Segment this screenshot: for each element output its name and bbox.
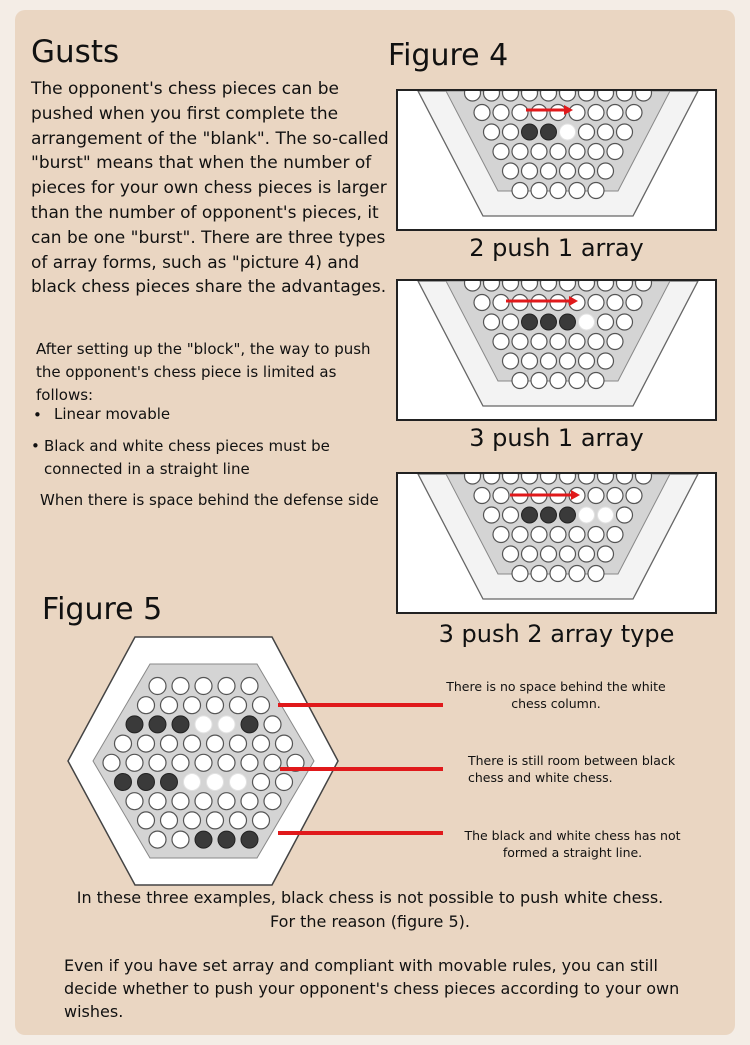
empty-hole [184, 697, 201, 714]
black-piece [172, 716, 189, 733]
white-piece [230, 774, 247, 791]
empty-hole [149, 678, 166, 695]
empty-hole [195, 678, 212, 695]
figure-4-title: Figure 4 [388, 38, 509, 73]
empty-hole [218, 754, 235, 771]
gusts-intro-text: The opponent's chess pieces can be pushed when you first complete the arrangement of the "blank". The so-called "burst" means that when the number of pieces for your own chess pieces is larger than the number of opponent's pieces, it can be one "burst". There are three types of array forms, such as "picture 4) and black chess pieces share the advantages. [31, 79, 389, 298]
figure4-caption-2: 3 push 1 array [469, 424, 644, 452]
black-piece [149, 716, 166, 733]
empty-hole [230, 735, 247, 752]
empty-hole [161, 697, 178, 714]
empty-hole [276, 774, 293, 791]
black-piece [126, 716, 143, 733]
white-piece [184, 774, 201, 791]
empty-hole [195, 793, 212, 810]
footer-paragraph: Even if you have set array and compliant with movable rules, you can still decide whether to push your opponent's chess pieces according to your own wishes. [64, 956, 680, 1021]
empty-hole [195, 754, 212, 771]
empty-hole [253, 812, 270, 829]
white-piece [195, 716, 212, 733]
empty-hole [138, 812, 155, 829]
empty-hole [253, 697, 270, 714]
empty-hole [149, 793, 166, 810]
empty-hole [184, 812, 201, 829]
empty-hole [149, 754, 166, 771]
empty-hole [218, 678, 235, 695]
rule-space-behind: When there is space behind the defense side [40, 491, 379, 509]
empty-hole [264, 716, 281, 733]
empty-hole [115, 735, 132, 752]
black-piece [138, 774, 155, 791]
empty-hole [230, 812, 247, 829]
empty-hole [126, 793, 143, 810]
empty-hole [264, 793, 281, 810]
section-title-gusts: Gusts [31, 34, 120, 70]
empty-hole [172, 678, 189, 695]
empty-hole [184, 735, 201, 752]
empty-hole [172, 793, 189, 810]
empty-hole [103, 754, 120, 771]
empty-hole [207, 735, 224, 752]
black-piece [161, 774, 178, 791]
bullet-dot-2: • [31, 437, 40, 455]
black-piece [115, 774, 132, 791]
empty-hole [207, 812, 224, 829]
empty-hole [207, 697, 224, 714]
empty-hole [218, 793, 235, 810]
figure4-caption-1: 2 push 1 array [469, 234, 644, 262]
black-piece [241, 831, 258, 848]
empty-hole [138, 735, 155, 752]
white-piece [207, 774, 224, 791]
empty-hole [126, 754, 143, 771]
empty-hole [264, 754, 281, 771]
empty-hole [241, 754, 258, 771]
empty-hole [253, 774, 270, 791]
empty-hole [230, 697, 247, 714]
block-rules-text: After setting up the "block", the way to push the opponent's chess piece is limited as follows: [36, 340, 371, 404]
empty-hole [253, 735, 270, 752]
rule-straight-line: Black and white chess pieces must be connected in a straight line [44, 437, 330, 478]
note-not-straight: The black and white chess has not formed a straight line. [464, 828, 681, 860]
footer-line-2: For the reason (figure 5). [270, 912, 470, 931]
empty-hole [241, 678, 258, 695]
footer-line-1: In these three examples, black chess is not possible to push white chess. [76, 888, 664, 907]
empty-hole [149, 831, 166, 848]
footer-summary [60, 886, 680, 934]
rule-linear-movable: Linear movable [54, 405, 171, 423]
white-piece [218, 716, 235, 733]
black-piece [218, 831, 235, 848]
empty-hole [138, 697, 155, 714]
note-room-between: There is still room between black chess and white chess. [468, 753, 676, 785]
empty-hole [172, 831, 189, 848]
empty-hole [241, 793, 258, 810]
figure-5-title: Figure 5 [42, 592, 163, 627]
note-no-space: There is no space behind the white chess column. [446, 679, 666, 711]
figure4-caption-3: 3 push 2 array type [438, 620, 675, 648]
empty-hole [172, 754, 189, 771]
empty-hole [161, 812, 178, 829]
empty-hole [276, 735, 293, 752]
empty-hole [161, 735, 178, 752]
bullet-dot-1: • [33, 406, 42, 424]
black-piece [195, 831, 212, 848]
black-piece [241, 716, 258, 733]
